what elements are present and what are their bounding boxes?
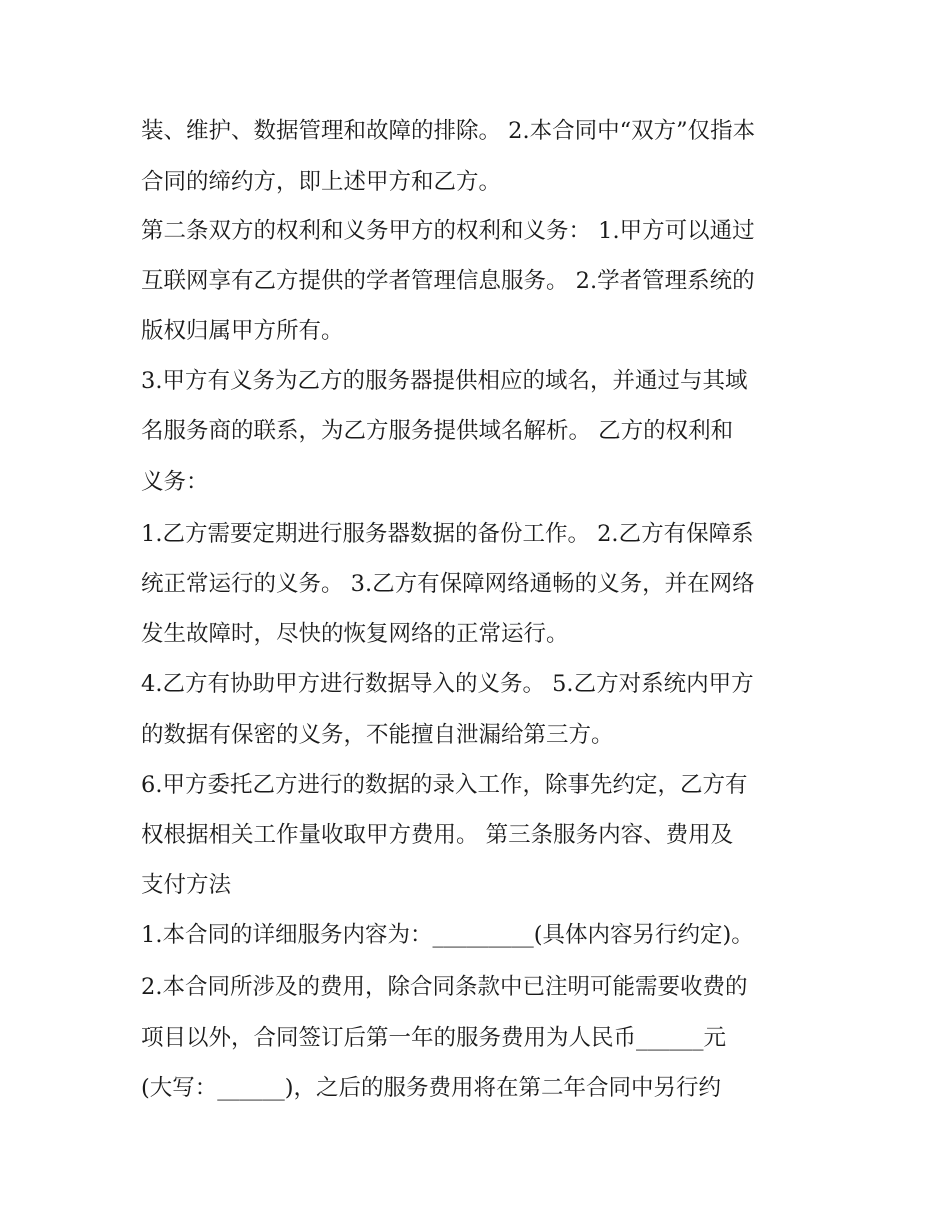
text-line: 版权归属甲方所有。 bbox=[141, 318, 344, 344]
text-line: 项目以外，合同签订后第一年的服务费用为人民币______元 bbox=[141, 1025, 727, 1051]
text-line: 互联网享有乙方提供的学者管理信息服务。 2.学者管理系统的 bbox=[141, 268, 755, 294]
text-line: 权根据相关工作量收取甲方费用。 第三条服务内容、费用及 bbox=[141, 822, 734, 848]
text-line: (大写：______)，之后的服务费用将在第二年合同中另行约 bbox=[141, 1075, 722, 1101]
text-line: 2.本合同所涉及的费用，除合同条款中已注明可能需要收费的 bbox=[141, 974, 748, 1000]
text-line: 第二条双方的权利和义务甲方的权利和义务： 1.甲方可以通过 bbox=[141, 218, 755, 244]
text-line: 1.乙方需要定期进行服务器数据的备份工作。 2.乙方有保障系 bbox=[141, 521, 754, 547]
text-line: 支付方法 bbox=[141, 872, 232, 898]
text-line: 名服务商的联系，为乙方服务提供域名解析。 乙方的权利和 bbox=[141, 418, 734, 444]
text-line: 合同的缔约方，即上述甲方和乙方。 bbox=[141, 169, 502, 195]
text-line: 3.甲方有义务为乙方的服务器提供相应的域名，并通过与其域 bbox=[141, 368, 748, 394]
text-line: 发生故障时，尽快的恢复网络的正常运行。 bbox=[141, 621, 569, 647]
text-line: 的数据有保密的义务，不能擅自泄漏给第三方。 bbox=[141, 722, 614, 748]
text-line: 6.甲方委托乙方进行的数据的录入工作，除事先约定，乙方有 bbox=[141, 772, 748, 798]
text-line: 统正常运行的义务。 3.乙方有保障网络通畅的义务，并在网络 bbox=[141, 571, 755, 597]
text-line: 1.本合同的详细服务内容为：_________(具体内容另行约定)。 bbox=[141, 922, 754, 948]
text-line: 义务： bbox=[141, 469, 209, 495]
text-line: 装、维护、数据管理和故障的排除。 2.本合同中“双方”仅指本 bbox=[141, 118, 756, 144]
text-line: 4.乙方有协助甲方进行数据导入的义务。 5.乙方对系统内甲方 bbox=[141, 671, 754, 697]
